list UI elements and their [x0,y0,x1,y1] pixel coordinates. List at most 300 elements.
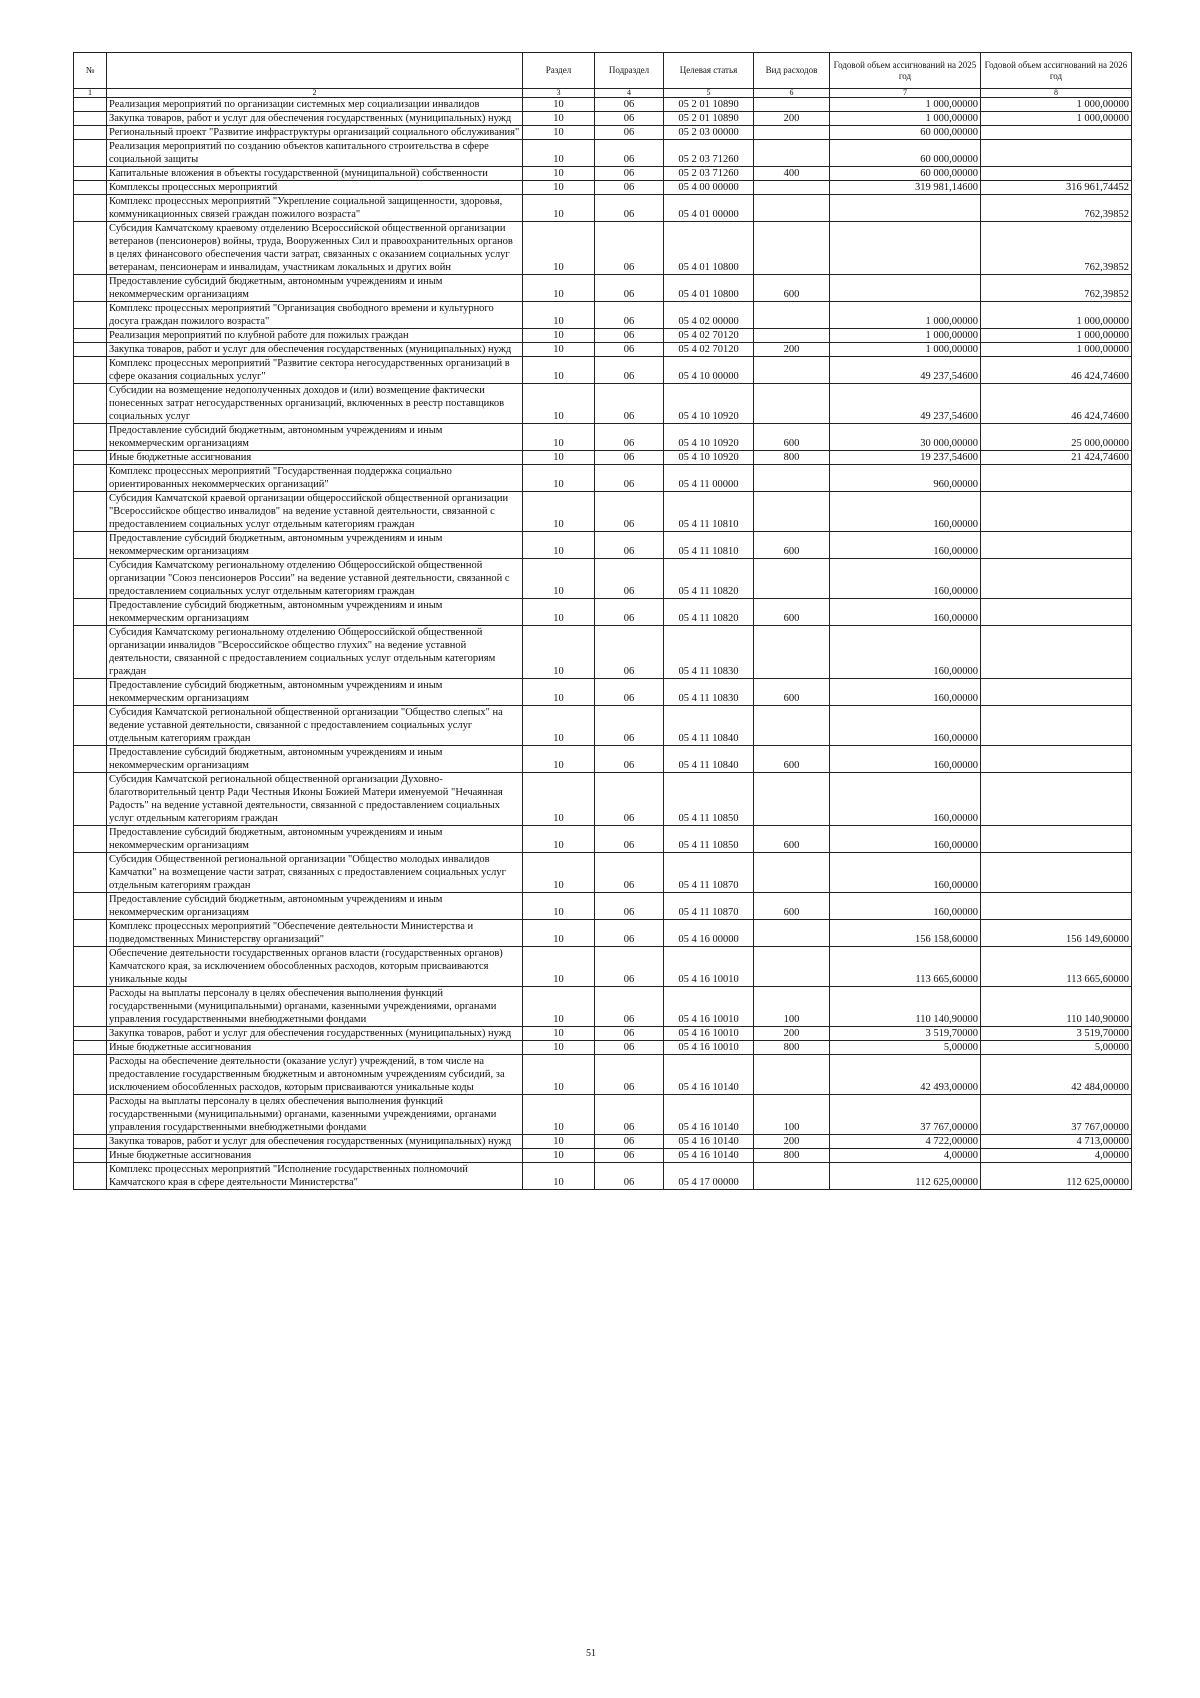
header-kind: Вид расходов [754,53,830,89]
row-number-cell [74,893,107,920]
row-target-code: 05 4 11 10870 [664,893,754,920]
row-kind-code [754,626,830,679]
row-amount-2025: 160,00000 [830,773,981,826]
row-podrazdel: 06 [595,599,664,626]
table-row [74,329,1132,343]
row-target-code: 05 4 01 10800 [664,222,754,275]
row-kind-code [754,492,830,532]
row-razdel: 10 [523,357,595,384]
row-number-cell [74,222,107,275]
row-number-cell [74,1055,107,1095]
table-row [74,1135,1132,1149]
table-row [74,275,1132,302]
row-target-code: 05 4 11 10840 [664,746,754,773]
row-number-cell [74,853,107,893]
row-podrazdel: 06 [595,275,664,302]
table-body [74,98,1132,1190]
row-number-cell [74,451,107,465]
table-row [74,384,1132,424]
row-amount-2025: 1 000,00000 [830,343,981,357]
row-target-code: 05 4 11 10870 [664,853,754,893]
row-number-cell [74,329,107,343]
row-podrazdel: 06 [595,329,664,343]
row-amount-2025: 19 237,54600 [830,451,981,465]
row-target-code: 05 4 11 10840 [664,706,754,746]
row-number-cell [74,465,107,492]
row-number-cell [74,746,107,773]
row-razdel: 10 [523,626,595,679]
row-amount-2025: 3 519,70000 [830,1027,981,1041]
row-kind-code: 200 [754,112,830,126]
column-number: 6 [754,89,830,98]
row-amount-2025: 60 000,00000 [830,167,981,181]
row-amount-2026: 4,00000 [981,1149,1132,1163]
table-row [74,98,1132,112]
table-row [74,893,1132,920]
budget-table [73,52,1132,1190]
row-name: Закупка товаров, работ и услуг для обеспечения государственных (муниципальных) нужд [107,343,523,357]
row-podrazdel: 06 [595,195,664,222]
row-name: Предоставление субсидий бюджетным, автономным учреждениям и иным некоммерческим организациям [107,679,523,706]
row-name: Субсидия Общественной региональной организации "Общество молодых инвалидов Камчатки" на возмещение части затрат, связанных с предоставлением социальных услуг отдельным категориям граждан [107,853,523,893]
row-amount-2026 [981,532,1132,559]
row-podrazdel: 06 [595,357,664,384]
row-target-code: 05 4 16 10140 [664,1055,754,1095]
row-target-code: 05 4 16 10010 [664,947,754,987]
row-podrazdel: 06 [595,746,664,773]
row-amount-2025 [830,195,981,222]
row-podrazdel: 06 [595,826,664,853]
row-amount-2026: 1 000,00000 [981,302,1132,329]
row-target-code: 05 4 00 00000 [664,181,754,195]
row-target-code: 05 2 03 00000 [664,126,754,140]
row-target-code: 05 4 16 10010 [664,987,754,1027]
row-number-cell [74,384,107,424]
row-number-cell [74,706,107,746]
header-name [107,53,523,89]
row-number-cell [74,1095,107,1135]
table-row [74,599,1132,626]
row-amount-2026 [981,167,1132,181]
row-amount-2026 [981,826,1132,853]
row-kind-code [754,773,830,826]
row-target-code: 05 4 01 10800 [664,275,754,302]
table-row [74,679,1132,706]
row-amount-2026: 110 140,90000 [981,987,1132,1027]
row-podrazdel: 06 [595,559,664,599]
row-amount-2025: 110 140,90000 [830,987,981,1027]
row-kind-code [754,195,830,222]
row-razdel: 10 [523,920,595,947]
row-podrazdel: 06 [595,773,664,826]
row-name: Комплекс процессных мероприятий "Обеспечение деятельности Министерства и подведомственных Министерству организаций" [107,920,523,947]
row-kind-code: 800 [754,1149,830,1163]
row-number-cell [74,626,107,679]
row-name: Предоставление субсидий бюджетным, автономным учреждениям и иным некоммерческим организациям [107,893,523,920]
row-podrazdel: 06 [595,1027,664,1041]
row-amount-2026 [981,626,1132,679]
row-amount-2025: 160,00000 [830,679,981,706]
table-row [74,357,1132,384]
row-amount-2026 [981,893,1132,920]
table-row [74,853,1132,893]
row-kind-code [754,706,830,746]
row-razdel: 10 [523,599,595,626]
row-amount-2025 [830,222,981,275]
row-podrazdel: 06 [595,947,664,987]
row-target-code: 05 4 11 10810 [664,532,754,559]
row-name: Комплекс процессных мероприятий "Исполнение государственных полномочий Камчатского края в сфере деятельности Министерства" [107,1163,523,1190]
row-target-code: 05 4 10 10920 [664,424,754,451]
table-row [74,947,1132,987]
row-number-cell [74,987,107,1027]
row-name: Субсидии на возмещение недополученных доходов и (или) возмещение фактически понесенных затрат негосударственных организаций, включенных в реестр поставщиков социальных услуг [107,384,523,424]
row-target-code: 05 2 03 71260 [664,167,754,181]
row-amount-2026: 762,39852 [981,195,1132,222]
row-number-cell [74,1163,107,1190]
row-name: Закупка товаров, работ и услуг для обеспечения государственных (муниципальных) нужд [107,112,523,126]
row-target-code: 05 4 17 00000 [664,1163,754,1190]
row-podrazdel: 06 [595,181,664,195]
row-podrazdel: 06 [595,343,664,357]
row-razdel: 10 [523,465,595,492]
row-amount-2026: 156 149,60000 [981,920,1132,947]
row-amount-2025: 49 237,54600 [830,357,981,384]
row-razdel: 10 [523,1095,595,1135]
row-podrazdel: 06 [595,1135,664,1149]
row-amount-2026: 1 000,00000 [981,329,1132,343]
row-podrazdel: 06 [595,424,664,451]
row-razdel: 10 [523,140,595,167]
row-razdel: 10 [523,559,595,599]
row-podrazdel: 06 [595,302,664,329]
row-name: Расходы на обеспечение деятельности (оказание услуг) учреждений, в том числе на предоставление государственным бюджетным и автономным учреждениям субсидий, за исключением обособленных расходов, которым присваиваются уникальные коды [107,1055,523,1095]
row-number-cell [74,599,107,626]
row-amount-2026 [981,599,1132,626]
table-row [74,746,1132,773]
row-number-cell [74,492,107,532]
page-number: 51 [586,1648,596,1659]
row-amount-2025: 160,00000 [830,626,981,679]
row-podrazdel: 06 [595,679,664,706]
row-razdel: 10 [523,1041,595,1055]
row-number-cell [74,424,107,451]
row-name: Расходы на выплаты персоналу в целях обеспечения выполнения функций государственными (муниципальными) органами, казенными учреждениями, органами управления государственными внебюджетными фондами [107,987,523,1027]
row-razdel: 10 [523,1135,595,1149]
row-amount-2025: 160,00000 [830,706,981,746]
row-amount-2025: 160,00000 [830,826,981,853]
row-amount-2025: 160,00000 [830,559,981,599]
row-kind-code: 600 [754,893,830,920]
row-target-code: 05 2 01 10890 [664,112,754,126]
row-name: Обеспечение деятельности государственных органов власти (государственных органов) Камчатского края, за исключением обособленных расходов, которым присваиваются уникальные коды [107,947,523,987]
row-razdel: 10 [523,1027,595,1041]
table-row [74,626,1132,679]
row-name: Предоставление субсидий бюджетным, автономным учреждениям и иным некоммерческим организациям [107,424,523,451]
row-kind-code [754,140,830,167]
row-amount-2026: 46 424,74600 [981,384,1132,424]
row-kind-code: 200 [754,1135,830,1149]
row-amount-2025: 160,00000 [830,532,981,559]
row-razdel: 10 [523,302,595,329]
row-number-cell [74,532,107,559]
row-target-code: 05 4 11 10820 [664,599,754,626]
row-name: Субсидия Камчатской региональной общественной организации Духовно-благотворительный центр Ради Честныя Иконы Божией Матери именуемой "Нечаянная Радость" на ведение уставной деятельности, связанной с предоставлением социальных услуг отдельным категориям граждан [107,773,523,826]
table-row [74,1163,1132,1190]
row-amount-2026: 25 000,00000 [981,424,1132,451]
row-name: Предоставление субсидий бюджетным, автономным учреждениям и иным некоммерческим организациям [107,826,523,853]
table-header-row [74,53,1132,89]
row-target-code: 05 4 16 10010 [664,1027,754,1041]
row-target-code: 05 4 01 00000 [664,195,754,222]
row-podrazdel: 06 [595,126,664,140]
row-name: Закупка товаров, работ и услуг для обеспечения государственных (муниципальных) нужд [107,1027,523,1041]
row-amount-2026 [981,679,1132,706]
row-kind-code [754,302,830,329]
row-target-code: 05 4 11 00000 [664,465,754,492]
row-razdel: 10 [523,167,595,181]
row-number-cell [74,1041,107,1055]
row-amount-2025: 1 000,00000 [830,98,981,112]
table-row [74,451,1132,465]
row-podrazdel: 06 [595,1149,664,1163]
row-amount-2026: 113 665,60000 [981,947,1132,987]
row-amount-2026: 46 424,74600 [981,357,1132,384]
table-row [74,181,1132,195]
row-target-code: 05 4 02 00000 [664,302,754,329]
row-amount-2026: 762,39852 [981,222,1132,275]
row-name: Субсидия Камчатскому краевому отделению Всероссийской общественной организации ветеранов (пенсионеров) войны, труда, Вооруженных Сил и правоохранительных органов в целях финансового обеспечения части затрат, связанных с оказанием социальных услуг ветеранам, пенсионерам и инвалидам, участникам локальных и других войн [107,222,523,275]
row-amount-2025: 156 158,60000 [830,920,981,947]
row-name: Комплекс процессных мероприятий "Развитие сектора негосударственных организаций в сфере оказания социальных услуг" [107,357,523,384]
header-2025: Годовой объем ассигнований на 2025 год [830,53,981,89]
row-razdel: 10 [523,112,595,126]
row-podrazdel: 06 [595,465,664,492]
row-podrazdel: 06 [595,706,664,746]
row-amount-2026: 4 713,00000 [981,1135,1132,1149]
column-number: 2 [107,89,523,98]
row-amount-2026 [981,465,1132,492]
row-name: Иные бюджетные ассигнования [107,1149,523,1163]
row-name: Субсидия Камчатскому региональному отделению Общероссийской общественной организации "Союз пенсионеров России" на ведение уставной деятельности, связанной с предоставлением социальных услуг отдельным категориям граждан [107,559,523,599]
row-podrazdel: 06 [595,222,664,275]
row-podrazdel: 06 [595,987,664,1027]
row-target-code: 05 4 11 10850 [664,826,754,853]
row-razdel: 10 [523,532,595,559]
table-row [74,920,1132,947]
row-amount-2025: 1 000,00000 [830,329,981,343]
table-row [74,1041,1132,1055]
row-amount-2026: 112 625,00000 [981,1163,1132,1190]
row-target-code: 05 4 11 10850 [664,773,754,826]
row-name: Субсидия Камчатскому региональному отделению Общероссийской общественной организации инвалидов "Всероссийское общество глухих" на ведение уставной деятельности, связанной с предоставлением социальных услуг отдельным категориям граждан [107,626,523,679]
row-target-code: 05 4 11 10830 [664,679,754,706]
row-name: Комплексы процессных мероприятий [107,181,523,195]
row-number-cell [74,167,107,181]
column-number: 7 [830,89,981,98]
row-target-code: 05 4 16 10140 [664,1095,754,1135]
row-razdel: 10 [523,826,595,853]
row-name: Комплекс процессных мероприятий "Государственная поддержка социально ориентированных некоммерческих организаций" [107,465,523,492]
row-amount-2025: 160,00000 [830,746,981,773]
table-row [74,140,1132,167]
column-number: 5 [664,89,754,98]
row-amount-2026: 3 519,70000 [981,1027,1132,1041]
row-razdel: 10 [523,987,595,1027]
table-row [74,1027,1132,1041]
row-razdel: 10 [523,451,595,465]
row-amount-2025: 319 981,14600 [830,181,981,195]
row-kind-code [754,384,830,424]
row-podrazdel: 06 [595,167,664,181]
table-row [74,222,1132,275]
row-razdel: 10 [523,947,595,987]
column-number: 4 [595,89,664,98]
row-kind-code: 800 [754,1041,830,1055]
row-razdel: 10 [523,343,595,357]
row-podrazdel: 06 [595,920,664,947]
row-amount-2025: 5,00000 [830,1041,981,1055]
row-name: Субсидия Камчатской региональной общественной организации "Общество слепых" на ведение уставной деятельности, связанной с предоставлением социальных услуг отдельным категориям граждан [107,706,523,746]
row-kind-code: 600 [754,826,830,853]
row-number-cell [74,126,107,140]
row-amount-2025: 37 767,00000 [830,1095,981,1135]
row-amount-2025: 60 000,00000 [830,126,981,140]
row-number-cell [74,140,107,167]
row-target-code: 05 4 10 10920 [664,384,754,424]
column-number: 1 [74,89,107,98]
row-razdel: 10 [523,195,595,222]
row-razdel: 10 [523,893,595,920]
column-number: 3 [523,89,595,98]
row-amount-2025: 113 665,60000 [830,947,981,987]
row-amount-2026 [981,853,1132,893]
row-target-code: 05 4 11 10830 [664,626,754,679]
row-target-code: 05 4 10 00000 [664,357,754,384]
row-amount-2025: 4 722,00000 [830,1135,981,1149]
row-razdel: 10 [523,679,595,706]
row-number-cell [74,112,107,126]
row-kind-code: 200 [754,1027,830,1041]
table-row [74,559,1132,599]
row-target-code: 05 2 03 71260 [664,140,754,167]
row-number-cell [74,195,107,222]
row-kind-code: 600 [754,679,830,706]
row-name: Закупка товаров, работ и услуг для обеспечения государственных (муниципальных) нужд [107,1135,523,1149]
row-target-code: 05 4 11 10820 [664,559,754,599]
row-kind-code: 800 [754,451,830,465]
row-razdel: 10 [523,181,595,195]
row-target-code: 05 4 11 10810 [664,492,754,532]
row-number-cell [74,302,107,329]
row-razdel: 10 [523,1149,595,1163]
row-kind-code: 100 [754,1095,830,1135]
row-kind-code [754,559,830,599]
row-number-cell [74,357,107,384]
row-kind-code [754,947,830,987]
row-number-cell [74,181,107,195]
row-razdel: 10 [523,706,595,746]
header-no: № [74,53,107,89]
row-kind-code: 400 [754,167,830,181]
row-amount-2025: 1 000,00000 [830,112,981,126]
row-amount-2025: 30 000,00000 [830,424,981,451]
row-podrazdel: 06 [595,140,664,167]
row-podrazdel: 06 [595,451,664,465]
row-amount-2026: 1 000,00000 [981,98,1132,112]
table-row [74,126,1132,140]
table-row [74,343,1132,357]
row-podrazdel: 06 [595,384,664,424]
row-amount-2026 [981,559,1132,599]
row-name: Реализация мероприятий по клубной работе для пожилых граждан [107,329,523,343]
row-kind-code [754,126,830,140]
row-amount-2025: 160,00000 [830,853,981,893]
table-row [74,492,1132,532]
header-razdel: Раздел [523,53,595,89]
row-podrazdel: 06 [595,1095,664,1135]
row-target-code: 05 4 02 70120 [664,329,754,343]
row-name: Расходы на выплаты персоналу в целях обеспечения выполнения функций государственными (муниципальными) органами, казенными учреждениями, органами управления государственными внебюджетными фондами [107,1095,523,1135]
row-podrazdel: 06 [595,893,664,920]
table-row [74,167,1132,181]
row-name: Предоставление субсидий бюджетным, автономным учреждениям и иным некоммерческим организациям [107,746,523,773]
row-kind-code [754,920,830,947]
row-kind-code [754,465,830,492]
table-row [74,195,1132,222]
row-name: Предоставление субсидий бюджетным, автономным учреждениям и иным некоммерческим организациям [107,532,523,559]
table-row [74,112,1132,126]
table-row [74,1055,1132,1095]
row-amount-2026 [981,492,1132,532]
row-target-code: 05 4 02 70120 [664,343,754,357]
row-kind-code: 200 [754,343,830,357]
row-name: Капитальные вложения в объекты государственной (муниципальной) собственности [107,167,523,181]
row-amount-2025: 160,00000 [830,893,981,920]
row-podrazdel: 06 [595,1163,664,1190]
row-kind-code [754,181,830,195]
table-row [74,424,1132,451]
row-name: Субсидия Камчатской краевой организации общероссийской общественной организации "Всероссийское общество инвалидов" на ведение уставной деятельности, связанной с предоставлением социальных услуг отдельным категориям граждан [107,492,523,532]
row-amount-2026: 316 961,74452 [981,181,1132,195]
row-kind-code: 600 [754,532,830,559]
row-razdel: 10 [523,1055,595,1095]
table-row [74,826,1132,853]
table-row [74,465,1132,492]
row-amount-2026: 21 424,74600 [981,451,1132,465]
row-number-cell [74,275,107,302]
row-podrazdel: 06 [595,1041,664,1055]
row-kind-code [754,853,830,893]
row-podrazdel: 06 [595,1055,664,1095]
row-razdel: 10 [523,98,595,112]
row-kind-code: 600 [754,599,830,626]
table-row [74,987,1132,1027]
row-amount-2026 [981,706,1132,746]
row-razdel: 10 [523,424,595,451]
row-name: Региональный проект "Развитие инфраструктуры организаций социального обслуживания" [107,126,523,140]
row-amount-2026 [981,746,1132,773]
row-amount-2025: 160,00000 [830,599,981,626]
row-razdel: 10 [523,853,595,893]
row-amount-2025: 60 000,00000 [830,140,981,167]
row-amount-2025: 112 625,00000 [830,1163,981,1190]
row-razdel: 10 [523,746,595,773]
row-amount-2026: 5,00000 [981,1041,1132,1055]
header-2026: Годовой объем ассигнований на 2026 год [981,53,1132,89]
row-name: Комплекс процессных мероприятий "Организация свободного времени и культурного досуга граждан пожилого возраста" [107,302,523,329]
row-name: Комплекс процессных мероприятий "Укрепление социальной защищенности, здоровья, коммуникационных связей граждан пожилого возраста" [107,195,523,222]
